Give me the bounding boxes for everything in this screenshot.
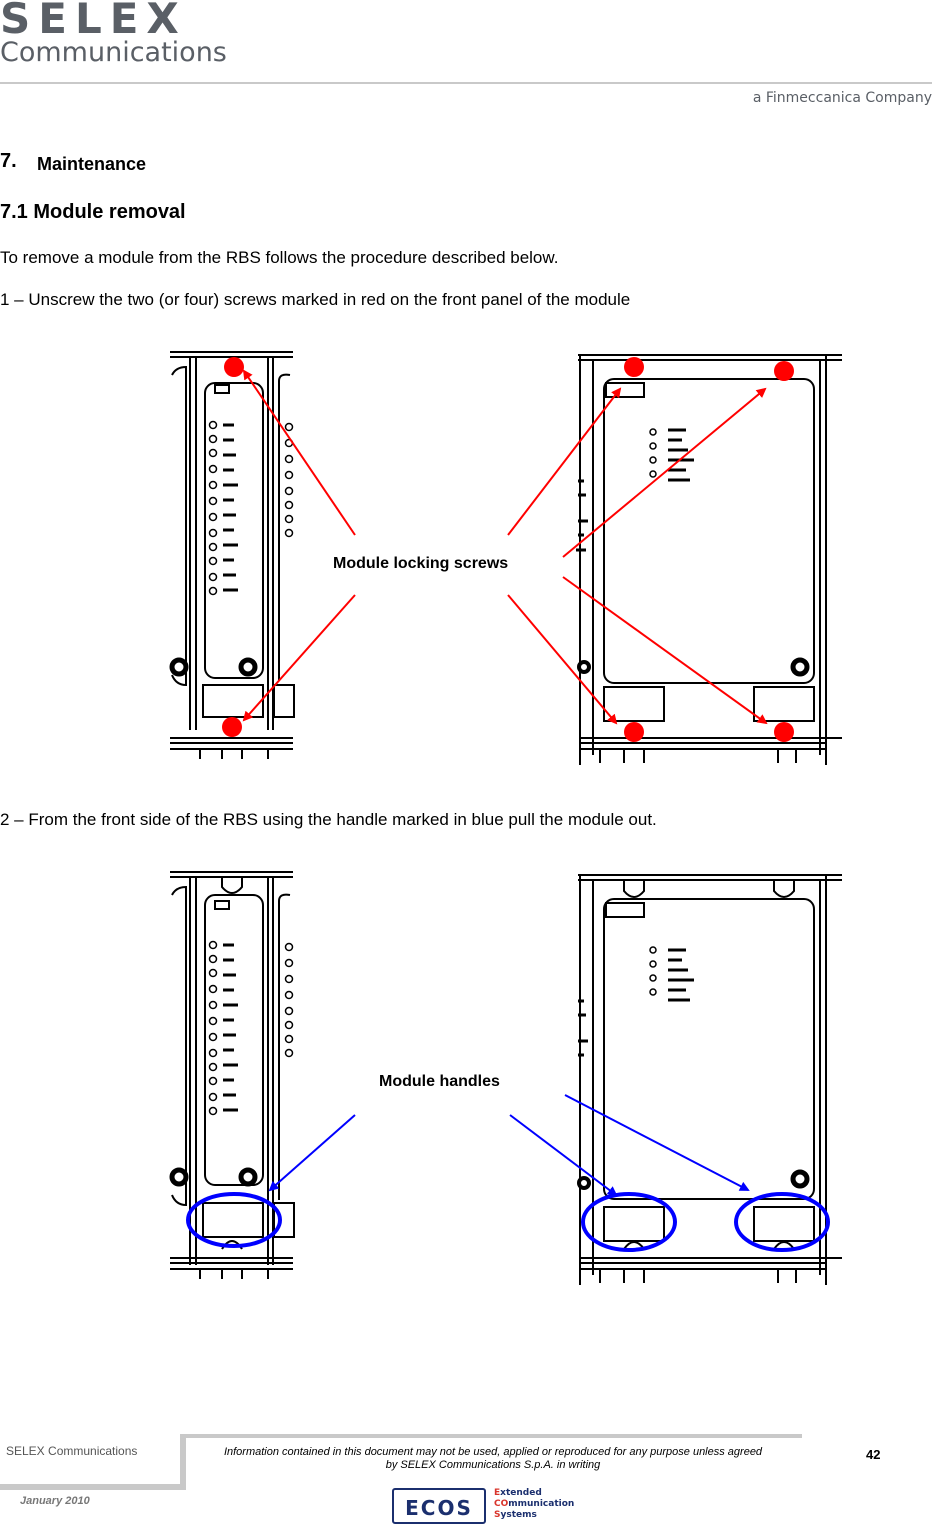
footer-disclaimer-line-1: Information contained in this document may not be used, applied or reproduced for any purpose unless agreed	[223, 1446, 763, 1458]
screw-marker-right-bottom-1	[624, 722, 644, 742]
module-handles-callout: Module handles	[379, 1073, 500, 1090]
section-title: Maintenance	[37, 154, 147, 174]
locking-screws-callout: Module locking screws	[333, 555, 509, 572]
section-number: 7.	[0, 150, 17, 172]
ecos-line-1-initial: E	[494, 1488, 501, 1498]
step-2-paragraph: 2 – From the front side of the RBS using the handle marked in blue pull the module out.	[0, 810, 657, 829]
ecos-line-1	[494, 1488, 574, 1499]
selex-logo: SELEX	[0, 0, 187, 43]
screw-marker-left-bottom	[222, 717, 242, 737]
handle-arrows	[270, 1095, 748, 1195]
footer-top-bar	[180, 1434, 802, 1438]
screw-marker-right-top-1	[624, 357, 644, 377]
ecos-logo: ECOS	[392, 1488, 486, 1524]
ecos-line-3-initial: S	[494, 1510, 501, 1520]
page-number: 42	[866, 1447, 881, 1462]
handle-marker-left	[188, 1194, 280, 1246]
ecos-line-2	[494, 1499, 574, 1510]
screw-marker-right-bottom-2	[774, 722, 794, 742]
finmeccanica-tagline: a Finmeccanica Company	[752, 90, 932, 106]
ecos-logo-subtitle	[494, 1488, 574, 1521]
figure-locking-screws	[0, 345, 932, 770]
ecos-line-2-initial: CO	[494, 1499, 509, 1509]
screw-marker-right-top-2	[774, 361, 794, 381]
step-1-paragraph: 1 – Unscrew the two (or four) screws marked in red on the front panel of the module	[0, 290, 631, 309]
ecos-line-1-rest: xtended	[500, 1488, 542, 1498]
communications-logo-text: Communications	[0, 37, 227, 68]
footer-disclaimer	[186, 1446, 800, 1472]
header-divider	[0, 82, 932, 84]
locking-screw-markers	[222, 357, 794, 742]
ecos-line-3-rest: ystems	[500, 1510, 537, 1520]
ecos-line-3	[494, 1510, 574, 1521]
screw-arrows	[244, 371, 766, 723]
figure-module-handles	[0, 865, 932, 1290]
ecos-line-2-rest: mmunication	[508, 1499, 575, 1509]
footer-disclaimer-line-2: by SELEX Communications S.p.A. in writing	[385, 1459, 601, 1471]
screw-marker-left-top	[224, 357, 244, 377]
subsection-title: 7.1 Module removal	[0, 201, 186, 223]
intro-paragraph: To remove a module from the RBS follows the procedure described below.	[0, 248, 559, 267]
footer-date: January 2010	[20, 1495, 90, 1507]
footer-company: SELEX Communications	[6, 1444, 138, 1458]
